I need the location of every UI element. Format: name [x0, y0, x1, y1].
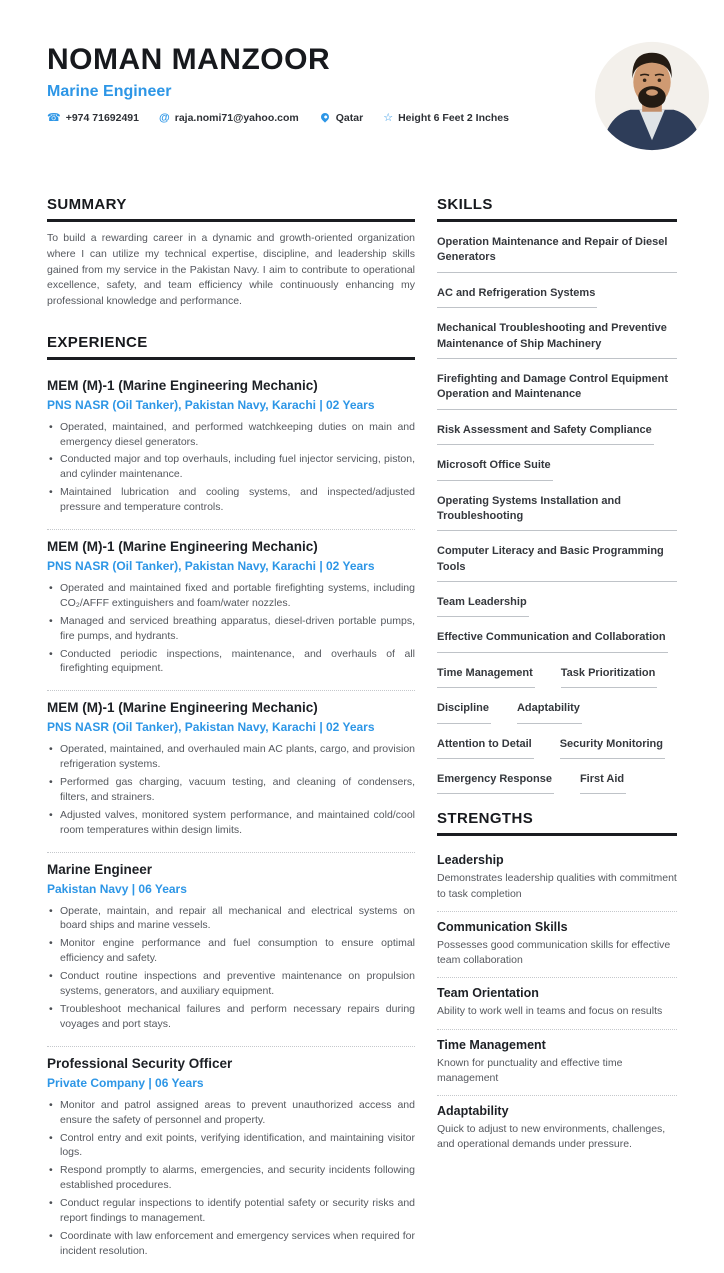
job-meta: PNS NASR (Oil Tanker), Pakistan Navy, Karachi | 02 Years [47, 397, 375, 412]
strengths-list [437, 845, 677, 1161]
strength-title: Leadership [437, 853, 504, 868]
profile-photo-illustration [593, 40, 711, 152]
strength-item [437, 1030, 677, 1096]
contact-text[interactable]: Qatar [335, 112, 364, 125]
left-column [47, 196, 415, 1273]
contact-text[interactable]: +974 71692491 [65, 112, 139, 125]
job-meta: Private Company | 06 Years [47, 1075, 204, 1090]
skill-item: Team Leadership [437, 593, 529, 617]
summary-section [47, 196, 415, 310]
strength-desc: Known for punctuality and effective time management [437, 1056, 623, 1084]
skill-row [437, 628, 677, 652]
job-bullets [47, 420, 415, 515]
skill-row [437, 542, 677, 582]
job-bullets [47, 904, 415, 1032]
job-bullet: • Control entry and exit points, verifying identification, and maintaining visitor logs. [47, 1131, 415, 1161]
height-icon [383, 113, 393, 124]
job-bullet: • Troubleshoot mechanical failures and perform necessary repairs during voyages and port stays. [47, 1002, 415, 1032]
strength-desc: Ability to work well in teams and focus on results [437, 1005, 663, 1018]
job-bullet: • Operated, maintained, and performed watchkeeping duties on main and emergency diesel generators. [47, 420, 415, 450]
strength-title: Adaptability [437, 1103, 509, 1118]
skill-row [437, 370, 677, 410]
skill-row [437, 284, 677, 308]
strength-item [437, 845, 677, 911]
skill-row [437, 456, 677, 480]
job-title: MEM (M)-1 (Marine Engineering Mechanic) [47, 539, 318, 555]
skill-item: Attention to Detail [437, 735, 534, 759]
strengths-section [437, 810, 677, 1161]
skill-item: First Aid [580, 770, 626, 794]
job-bullet: • Conducted periodic inspections, maintenance, and overhauls of all firefighting equipment. [47, 647, 415, 677]
job-bullet: • Maintained lubrication and cooling systems, and inspected/adjusted pressure and temperature controls. [47, 485, 415, 515]
job-title: MEM (M)-1 (Marine Engineering Mechanic) [47, 377, 318, 393]
content-columns [47, 196, 677, 1273]
skill-item: Operation Maintenance and Repair of Diesel Generators [437, 233, 677, 273]
skills-section [437, 196, 677, 794]
strength-desc: Demonstrates leadership qualities with commitment to task completion [437, 872, 677, 900]
skill-item: Firefighting and Damage Control Equipment Operation and Maintenance [437, 370, 677, 410]
skill-item: Computer Literacy and Basic Programming Tools [437, 542, 677, 582]
skill-row [437, 492, 677, 532]
skill-item: Time Management [437, 664, 535, 688]
job-bullets [47, 742, 415, 837]
strength-desc: Quick to adjust to new environments, challenges, and operational demands under pressure. [437, 1122, 666, 1151]
strength-title: Time Management [437, 1037, 546, 1052]
summary-text: To build a rewarding career in a dynamic and growth-oriented organization where I can utilize my technical expertise, discipline, and leadership skills gained from my service in the Pakistan Navy. I aim to contribute to operational excellence, safety, and team efficiency while continuously enhancing my professional knowledge and performance. [47, 232, 415, 307]
email-icon [159, 113, 170, 124]
skill-item: Mechanical Troubleshooting and Preventive Maintenance of Ship Machinery [437, 319, 677, 359]
job-bullet: • Conduct routine inspections and preventive maintenance on propulsion systems, generators, and auxiliary equipment. [47, 969, 415, 999]
skill-item: Task Prioritization [561, 664, 658, 688]
job-bullet: • Conduct regular inspections to identify potential safety or security risks and report findings to management. [47, 1196, 415, 1226]
experience-entry [47, 1047, 415, 1273]
job-bullet: • Monitor and patrol assigned areas to prevent unauthorized access and ensure the safety of personnel and property. [47, 1098, 415, 1128]
strength-title: Team Orientation [437, 986, 539, 1001]
strengths-heading: STRENGTHS [437, 810, 677, 836]
job-bullet: • Operated, maintained, and overhauled main AC plants, cargo, and provision refrigeration systems. [47, 742, 415, 772]
job-bullet: • Operate, maintain, and repair all mechanical and electrical systems on board ships and marine vessels. [47, 904, 415, 934]
summary-heading: SUMMARY [47, 196, 415, 222]
strength-desc: Possesses good communication skills for effective team collaboration [437, 938, 671, 967]
contact-item [383, 112, 509, 124]
contact-item [319, 112, 363, 124]
contact-text[interactable]: Height 6 Feet 2 Inches [398, 112, 509, 125]
strength-title: Communication Skills [437, 919, 568, 934]
skills-list [437, 231, 677, 794]
job-meta: PNS NASR (Oil Tanker), Pakistan Navy, Karachi | 02 Years [47, 558, 375, 573]
resume-header [47, 44, 677, 156]
candidate-name: NOMAN MANZOOR [47, 43, 331, 76]
skill-item: Microsoft Office Suite [437, 456, 553, 480]
phone-icon [47, 113, 61, 124]
skill-row [437, 593, 677, 617]
job-bullet: • Operated and maintained fixed and portable firefighting systems, including CO₂/AFFF extinguishers and foam/water nozzles. [47, 581, 415, 611]
skill-item: Risk Assessment and Safety Compliance [437, 421, 654, 445]
skills-heading: SKILLS [437, 196, 677, 222]
job-bullet: • Managed and serviced breathing apparatus, diesel-driven portable pumps, fire pumps, and hydrants. [47, 614, 415, 644]
job-title: MEM (M)-1 (Marine Engineering Mechanic) [47, 700, 318, 716]
skill-row [437, 319, 677, 359]
skill-row [437, 233, 677, 273]
experience-entry [47, 369, 415, 530]
skill-item: Operating Systems Installation and Troubleshooting [437, 492, 677, 532]
contact-row [47, 112, 537, 124]
strength-item [437, 912, 677, 978]
job-title: Marine Engineer [47, 861, 153, 877]
location-pin-icon [319, 112, 330, 123]
job-bullet: • Coordinate with law enforcement and emergency services when required for incident resolution. [47, 1229, 415, 1259]
strength-item [437, 1096, 677, 1161]
job-bullets [47, 1098, 415, 1259]
contact-item [159, 112, 299, 124]
job-bullet: • Respond promptly to alarms, emergencies, and security incidents following established procedures. [47, 1163, 415, 1193]
job-bullet: • Conducted major and top overhauls, including fuel injector servicing, piston, and cylinder maintenance. [47, 452, 415, 482]
experience-list [47, 369, 415, 1273]
experience-section [47, 334, 415, 1273]
skill-row [437, 735, 677, 759]
experience-heading: EXPERIENCE [47, 334, 415, 360]
experience-entry [47, 530, 415, 691]
skill-item: Adaptability [517, 699, 582, 723]
job-bullet: • Adjusted valves, monitored system performance, and maintained cold/cool room temperatures within design limits. [47, 808, 415, 838]
skill-item: Discipline [437, 699, 491, 723]
job-meta: PNS NASR (Oil Tanker), Pakistan Navy, Karachi | 02 Years [47, 720, 375, 735]
job-bullet: • Performed gas charging, vacuum testing, and cleaning of condensers, filters, and strainers. [47, 775, 415, 805]
experience-entry [47, 691, 415, 852]
right-column [437, 196, 677, 1273]
skill-item: Security Monitoring [560, 735, 665, 759]
skill-row [437, 664, 677, 688]
candidate-title: Marine Engineer [47, 83, 172, 101]
experience-entry [47, 853, 415, 1047]
profile-photo [593, 40, 711, 152]
job-bullet: • Monitor engine performance and fuel consumption to ensure optimal efficiency and safety. [47, 936, 415, 966]
contact-item [47, 112, 139, 124]
skill-item: AC and Refrigeration Systems [437, 284, 597, 308]
skill-row [437, 770, 677, 794]
skill-row [437, 421, 677, 445]
skill-row [437, 699, 677, 723]
skill-item: Effective Communication and Collaboration [437, 628, 668, 652]
job-title: Professional Security Officer [47, 1055, 233, 1071]
contact-text[interactable]: raja.nomi71@yahoo.com [174, 112, 299, 125]
strength-item [437, 978, 677, 1029]
job-bullets [47, 581, 415, 676]
job-meta: Pakistan Navy | 06 Years [47, 881, 187, 896]
skill-item: Emergency Response [437, 770, 554, 794]
